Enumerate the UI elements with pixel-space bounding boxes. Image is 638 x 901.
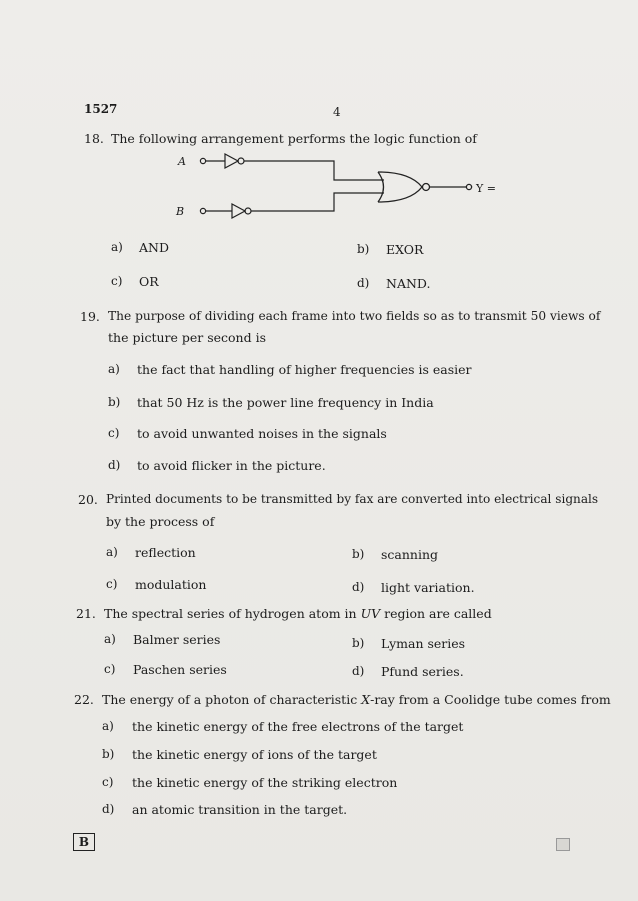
q18-option-b-label: b) xyxy=(357,242,370,256)
question-21-text-post: region are called xyxy=(380,606,492,621)
q22-option-d-text: an atomic transition in the target. xyxy=(132,802,348,817)
question-20-text-line1: Printed documents to be transmitted by fax are converted into electrical signals xyxy=(106,492,599,506)
question-22-text-em: X xyxy=(361,692,371,707)
q20-option-c-text: modulation xyxy=(135,577,207,592)
q21-option-b-text: Lyman series xyxy=(381,636,466,651)
question-22-text-pre: The energy of a photon of characteristic xyxy=(102,692,362,707)
q21-option-c-text: Paschen series xyxy=(133,662,227,677)
question-22-text-post: -ray from a Coolidge tube comes from xyxy=(370,692,611,707)
wires xyxy=(244,161,384,211)
not-gate-b xyxy=(200,204,251,218)
q20-option-a-label: a) xyxy=(106,545,118,559)
question-19-number: 19. xyxy=(80,309,100,324)
question-21-text-em: UV xyxy=(360,606,381,621)
q21-option-d-text: Pfund series. xyxy=(381,664,464,679)
q19-option-d-label: d) xyxy=(108,458,121,472)
q22-option-a-text: the kinetic energy of the free electrons of the target xyxy=(132,719,464,734)
set-code-box: B xyxy=(73,833,95,851)
q18-option-d-text: NAND. xyxy=(386,276,431,291)
q21-option-c-label: c) xyxy=(104,662,116,676)
q20-option-a-text: reflection xyxy=(135,545,196,560)
q20-option-b-text: scanning xyxy=(381,547,439,562)
question-21-text xyxy=(104,606,492,621)
q22-option-d-label: d) xyxy=(102,802,115,816)
question-20-text-line2: by the process of xyxy=(106,514,215,529)
not-gate-a xyxy=(200,154,244,168)
q19-option-b-text: that 50 Hz is the power line frequency in India xyxy=(137,395,434,410)
q20-option-c-label: c) xyxy=(106,577,118,591)
q18-option-c-label: c) xyxy=(111,274,123,288)
q18-option-c-text: OR xyxy=(139,274,159,289)
q20-option-d-text: light variation. xyxy=(381,580,475,595)
corner-mark xyxy=(556,838,570,851)
q21-option-d-label: d) xyxy=(352,664,365,678)
paper-code: 1527 xyxy=(84,102,118,116)
input-b-label: B xyxy=(176,205,185,218)
logic-gate-diagram xyxy=(170,150,510,222)
q18-option-a-label: a) xyxy=(111,240,123,254)
q19-option-b-label: b) xyxy=(108,395,121,409)
q19-option-a-label: a) xyxy=(108,362,120,376)
q19-option-c-text: to avoid unwanted noises in the signals xyxy=(137,426,387,441)
question-21-number: 21. xyxy=(76,606,96,621)
q18-option-b-text: EXOR xyxy=(386,242,424,257)
q22-option-c-label: c) xyxy=(102,775,114,789)
question-18-number: 18. xyxy=(84,131,104,146)
question-18-text: The following arrangement performs the logic function of xyxy=(111,131,477,146)
q21-option-a-text: Balmer series xyxy=(133,632,221,647)
q21-option-b-label: b) xyxy=(352,636,365,650)
q20-option-b-label: b) xyxy=(352,547,365,561)
q19-option-d-text: to avoid flicker in the picture. xyxy=(137,458,326,473)
nor-gate xyxy=(378,172,472,202)
output-y-label: Y = xyxy=(476,182,496,195)
q20-option-d-label: d) xyxy=(352,580,365,594)
q21-option-a-label: a) xyxy=(104,632,116,646)
question-19-text-line2: the picture per second is xyxy=(108,330,266,345)
question-19-text-line1: The purpose of dividing each frame into two fields so as to transmit 50 views of xyxy=(108,309,601,323)
q18-option-d-label: d) xyxy=(357,276,370,290)
q22-option-b-text: the kinetic energy of ions of the target xyxy=(132,747,377,762)
q22-option-b-label: b) xyxy=(102,747,115,761)
q18-option-a-text: AND xyxy=(139,240,169,255)
question-20-number: 20. xyxy=(78,492,98,507)
q19-option-a-text: the fact that handling of higher frequencies is easier xyxy=(137,362,472,377)
q22-option-c-text: the kinetic energy of the striking electron xyxy=(132,775,398,790)
input-a-label: A xyxy=(178,155,186,168)
question-21-text-pre: The spectral series of hydrogen atom in xyxy=(104,606,361,621)
question-22-number: 22. xyxy=(74,692,94,707)
question-22-text xyxy=(102,692,611,707)
q22-option-a-label: a) xyxy=(102,719,114,733)
q19-option-c-label: c) xyxy=(108,426,120,440)
page-number: 4 xyxy=(333,105,341,119)
